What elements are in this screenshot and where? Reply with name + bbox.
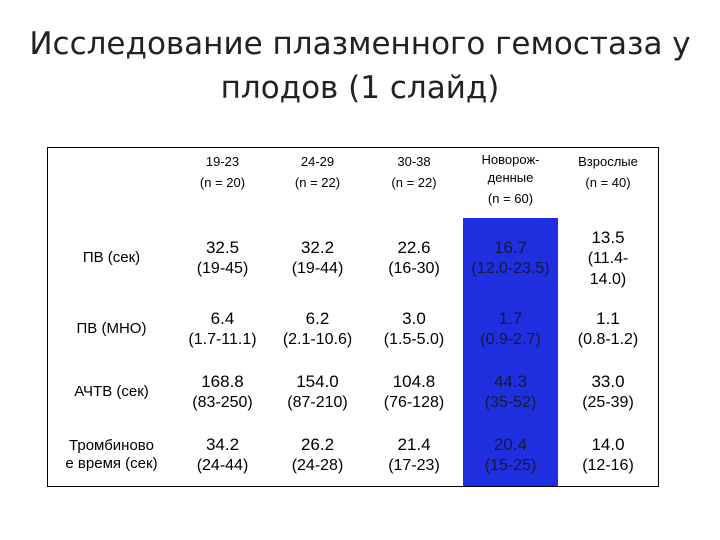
cell-value: 32.2 <box>300 238 335 257</box>
cell-range: (87-210) <box>287 393 348 411</box>
cell-value: 13.5 <box>591 227 625 247</box>
highlighted-data-cell <box>463 298 558 360</box>
data-cell <box>558 360 658 423</box>
row-label <box>48 423 175 486</box>
cell-value: 14.0 <box>591 434 625 454</box>
cell-range: (1.5-5.0) <box>383 331 445 348</box>
cell-range: (1.7-11.1) <box>188 331 257 348</box>
cell-range: (12-16) <box>582 456 634 474</box>
cell-range: (0.8-1.2) <box>577 331 639 348</box>
column-header-line: (n = 22) <box>391 175 437 190</box>
data-cell <box>175 360 270 423</box>
cell-range: (24-28) <box>291 456 344 474</box>
table-row <box>48 298 658 360</box>
column-header <box>270 148 365 218</box>
cell-value: 34.2 <box>205 434 240 454</box>
highlighted-data-cell <box>463 360 558 423</box>
column-header-line: 30-38 <box>397 154 431 169</box>
cell-range-continued: 14.0) <box>589 270 627 288</box>
row-label: ПВ (сек) <box>82 249 141 266</box>
cell-range: (19-45) <box>196 260 249 277</box>
column-header-line: 19-23 <box>205 154 240 169</box>
data-cell <box>558 298 658 360</box>
data-cell <box>270 218 365 298</box>
cell-value: 32.5 <box>205 238 240 257</box>
data-cell <box>365 298 463 360</box>
cell-range: (11.4- <box>587 249 629 267</box>
table-row <box>48 218 658 298</box>
row-label: ПВ (МНО) <box>76 320 147 337</box>
cell-range: (25-39) <box>582 393 634 411</box>
cell-value: 6.2 <box>305 309 330 328</box>
cell-value: 22.6 <box>397 238 431 257</box>
cell-range: (19-44) <box>291 260 344 277</box>
cell-value: 3.0 <box>402 309 426 328</box>
row-label-line: е время (сек) <box>65 454 158 472</box>
data-cell <box>365 360 463 423</box>
data-cell <box>270 423 365 486</box>
cell-range: (35-52) <box>484 393 537 411</box>
cell-range: (76-128) <box>383 393 445 411</box>
highlighted-data-cell <box>463 218 558 298</box>
data-cell <box>175 298 270 360</box>
table-header-row <box>48 148 658 218</box>
cell-value: 168.8 <box>201 371 244 391</box>
column-header-line: денные <box>487 170 534 185</box>
cell-value: 20.4 <box>493 434 528 454</box>
data-cell <box>558 423 658 486</box>
slide-title <box>0 22 720 110</box>
data-cell <box>365 423 463 486</box>
column-header-line: (n = 40) <box>585 175 631 190</box>
column-header <box>175 148 270 218</box>
table-row <box>48 360 658 423</box>
column-header-line: Взрослые <box>578 154 638 169</box>
cell-range: (0.9-2.7) <box>480 331 541 348</box>
cell-value: 33.0 <box>591 371 625 391</box>
slide-title-line-2: плодов (1 слайд) <box>220 70 500 106</box>
cell-value: 6.4 <box>210 309 235 328</box>
data-cell <box>175 423 270 486</box>
column-header-line: Новорож- <box>481 152 540 167</box>
cell-value: 26.2 <box>300 434 335 454</box>
highlighted-data-cell <box>463 423 558 486</box>
cell-value: 44.3 <box>493 371 528 391</box>
cell-value: 154.0 <box>296 371 339 391</box>
column-header-line: (n = 20) <box>199 175 246 190</box>
table-row <box>48 423 658 486</box>
row-label-line: Тромбиново <box>69 436 154 454</box>
slide-title-line-1: Исследование плазменного гемостаза у <box>29 26 691 62</box>
cell-range: (12.0-23.5) <box>471 260 550 277</box>
cell-value: 16.7 <box>493 238 528 257</box>
column-header-line: (n = 60) <box>487 191 534 206</box>
cell-value: 21.4 <box>397 434 431 454</box>
data-cell <box>365 218 463 298</box>
cell-range: (15-25) <box>484 456 537 474</box>
cell-value: 1.1 <box>596 309 620 328</box>
row-label: АЧТВ (сек) <box>74 382 149 400</box>
column-header <box>558 148 658 218</box>
data-cell <box>270 360 365 423</box>
hemostasis-table <box>47 147 659 487</box>
column-header-line: (n = 22) <box>294 175 341 190</box>
cell-value: 104.8 <box>392 371 436 391</box>
data-cell <box>558 218 658 298</box>
cell-range: (24-44) <box>196 456 249 474</box>
cell-range: (83-250) <box>192 393 253 411</box>
header-corner-cell <box>48 148 175 218</box>
column-header <box>365 148 463 218</box>
column-header-line: 24-29 <box>300 154 335 169</box>
cell-range: (17-23) <box>388 456 440 474</box>
cell-range: (2.1-10.6) <box>282 331 353 348</box>
data-cell <box>175 218 270 298</box>
column-header <box>463 148 558 218</box>
cell-value: 1.7 <box>498 309 523 328</box>
cell-range: (16-30) <box>388 260 440 277</box>
data-cell <box>270 298 365 360</box>
